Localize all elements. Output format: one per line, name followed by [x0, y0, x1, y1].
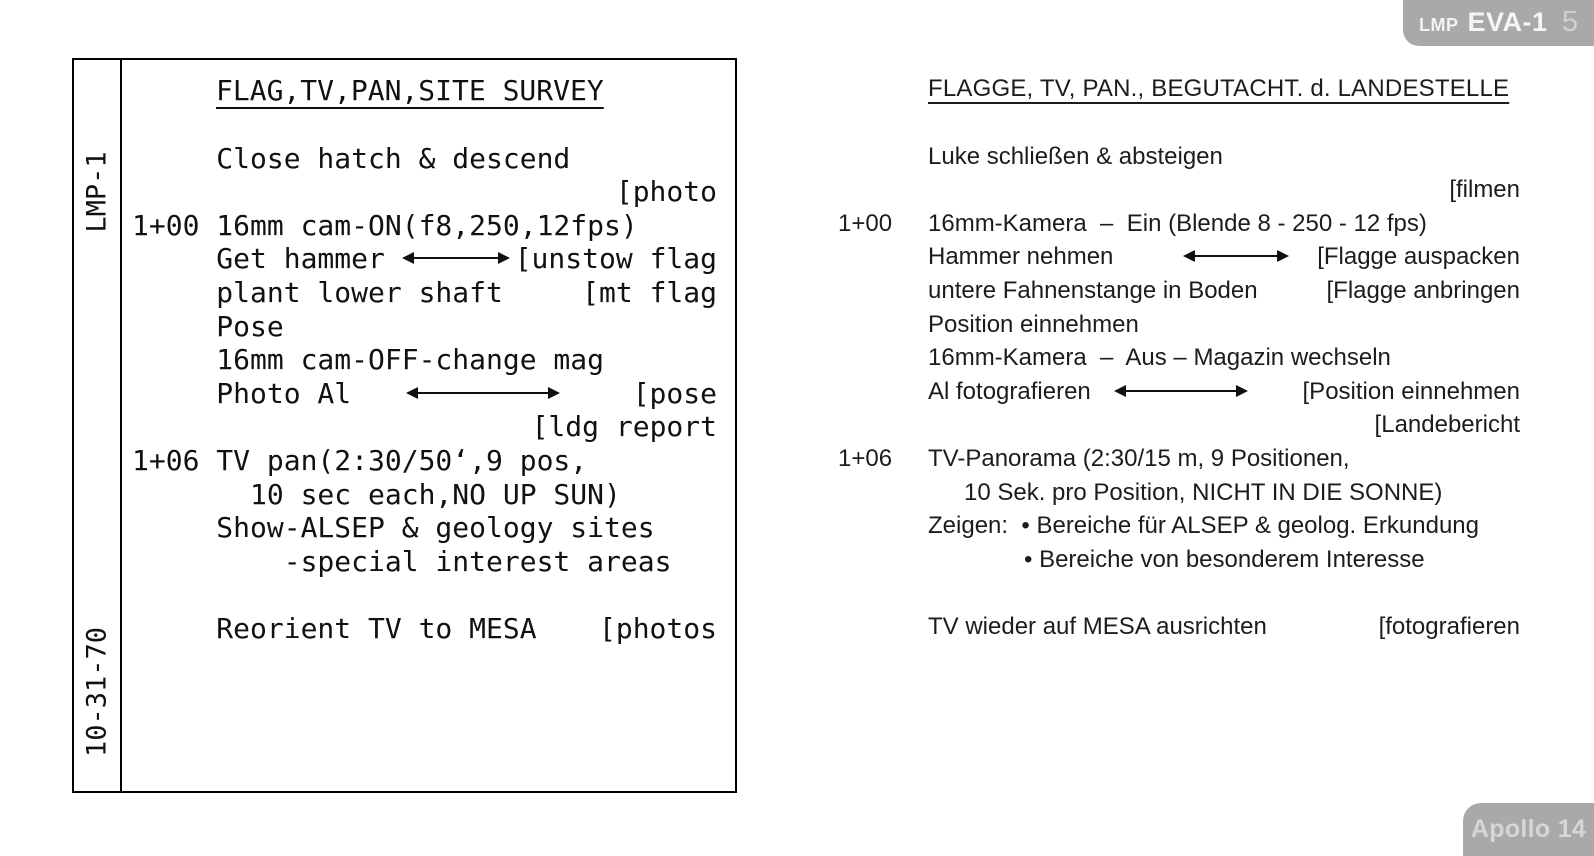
checklist-line: 1+00 16mm cam-ON(f8,250,12fps)	[132, 208, 638, 242]
translation-line: 16mm-Kamera – Aus – Magazin wechseln	[928, 344, 1391, 372]
translation-title: FLAGGE, TV, PAN., BEGUTACHT. d. LANDESTELLE	[928, 75, 1510, 102]
translation-line	[838, 106, 1520, 140]
translation-line: [filmen	[1449, 176, 1520, 204]
translation-line: Position einnehmen	[928, 310, 1139, 338]
checklist-content	[122, 60, 735, 791]
checklist-page-box	[72, 58, 737, 793]
checklist-line: plant lower shaft [mt flag	[132, 275, 717, 309]
page-number: 5	[1561, 6, 1578, 38]
checklist-line: Reorient TV to MESA [photos	[132, 611, 717, 645]
checklist-line: 1+06 TV pan(2:30/50‘,9 pos,	[132, 443, 588, 477]
translation-line	[838, 576, 1520, 610]
translation-line: Hammer nehmen [Flagge auspacken	[928, 243, 1520, 271]
checklist-line: 16mm cam-OFF-change mag	[132, 343, 605, 377]
translation-line: 10 Sek. pro Position, NICHT IN DIE SONNE)	[964, 478, 1443, 506]
translation-line: Al fotografieren [Position einnehmen	[928, 377, 1520, 405]
translation-line: Luke schließen & absteigen	[928, 142, 1223, 170]
mission-label: Apollo 14	[1470, 815, 1587, 843]
translation-line: 1+06 TV-Panorama (2:30/15 m, 9 Positionen,	[838, 442, 1520, 476]
mission-badge	[1463, 803, 1594, 856]
margin-label-lmp-1: LMP-1	[81, 151, 113, 233]
timeline-mark: 1+06	[838, 444, 893, 472]
checklist-line: -special interest areas	[132, 544, 672, 578]
translation-line: 1+00 16mm-Kamera – Ein (Blende 8 - 250 - 12 fps)	[838, 207, 1520, 241]
checklist-margin-column	[74, 60, 122, 791]
double-arrow-icon	[1185, 255, 1287, 257]
translation-line: Zeigen: • Bereiche für ALSEP & geolog. Erkundung	[928, 512, 1479, 540]
double-arrow-icon	[404, 257, 508, 259]
checklist-line	[132, 108, 717, 142]
checklist-line: [photo	[615, 175, 717, 209]
checklist-line: Show-ALSEP & geology sites	[132, 511, 655, 545]
translation-line: [Landebericht	[1374, 411, 1520, 439]
page-header-badge	[1403, 0, 1594, 46]
checklist-line: Close hatch & descend	[132, 141, 571, 175]
checklist-line: Photo Al [pose	[132, 376, 717, 410]
checklist-line: 10 sec each,NO UP SUN)	[132, 477, 621, 511]
checklist-line: Get hammer [unstow flag	[132, 242, 717, 276]
eva-label: EVA-1	[1467, 7, 1548, 37]
double-arrow-icon	[408, 392, 558, 394]
checklist-title: FLAG,TV,PAN,SITE SURVEY	[216, 74, 604, 107]
program-label: LMP	[1419, 15, 1459, 35]
margin-label-date: 10-31-70	[81, 626, 113, 758]
checklist-line	[132, 578, 717, 612]
translation-line: • Bereiche von besonderem Interesse	[1024, 545, 1425, 573]
double-arrow-icon	[1116, 390, 1246, 392]
timeline-mark: 1+00	[838, 209, 893, 237]
checklist-line: [ldg report	[531, 410, 717, 444]
checklist-line: Pose	[132, 309, 284, 343]
translation-line: untere Fahnenstange in Boden [Flagge anbringen	[928, 276, 1520, 304]
translation-column	[838, 72, 1520, 644]
translation-line: TV wieder auf MESA ausrichten [fotografieren	[928, 612, 1520, 640]
